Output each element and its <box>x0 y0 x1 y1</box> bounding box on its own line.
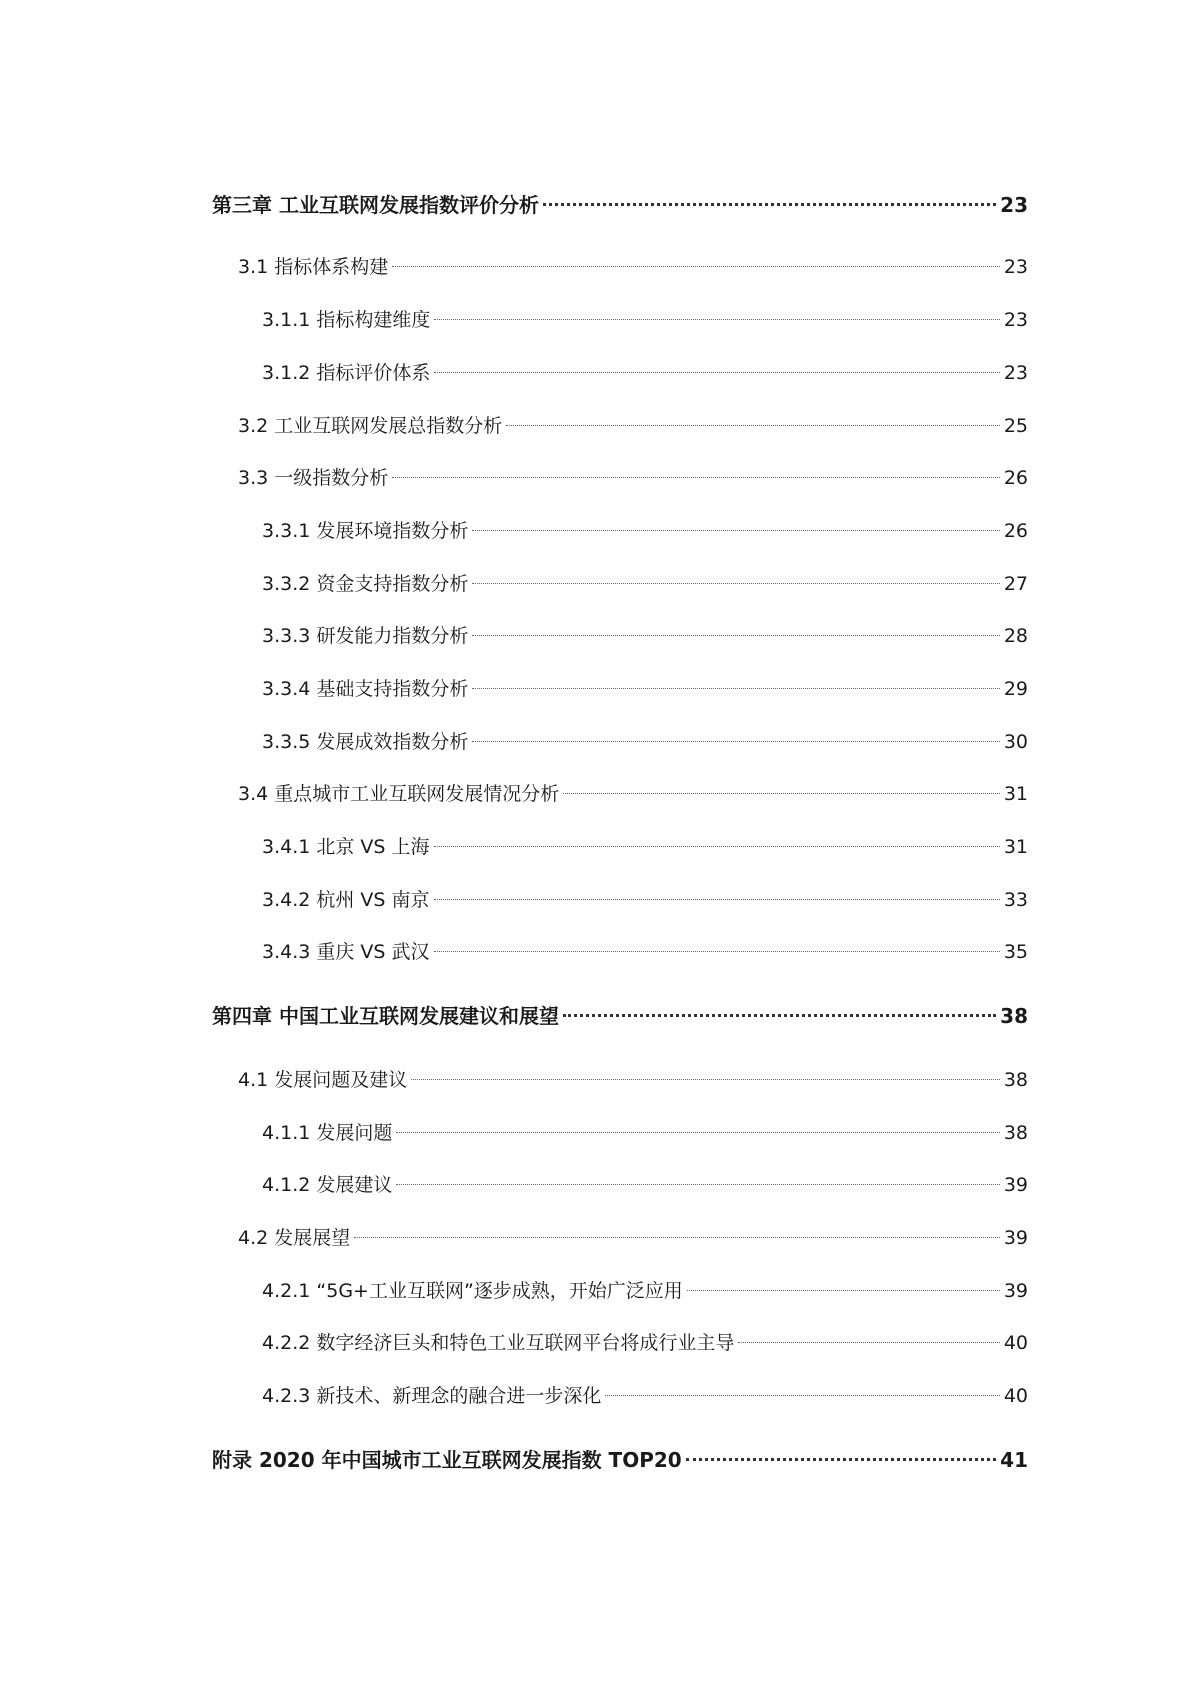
toc-entry-page: 39 <box>1003 1280 1028 1302</box>
toc-entry-page: 38 <box>1000 1004 1028 1028</box>
toc-entry-4-1-1[interactable] <box>262 1118 1028 1148</box>
toc-entry-title: 4.2.3 新技术、新理念的融合进一步深化 <box>262 1385 602 1407</box>
toc-entry-title: 4.2.1 “5G+工业互联网”逐步成熟，开始广泛应用 <box>262 1280 683 1302</box>
toc-entry-title: 3.4.2 杭州 VS 南京 <box>262 889 430 911</box>
toc-entry-page: 27 <box>1003 573 1028 595</box>
toc-entry-page: 23 <box>1003 309 1028 331</box>
toc-entry-page: 39 <box>1003 1174 1028 1196</box>
toc-entry-3-4-1[interactable] <box>262 832 1028 862</box>
toc-entry-3-4-2[interactable] <box>262 885 1028 915</box>
dot-leader <box>543 203 996 206</box>
toc-entry-title: 附录 2020 年中国城市工业互联网发展指数 TOP20 <box>212 1448 682 1472</box>
toc-entry-title: 3.1.2 指标评价体系 <box>262 362 431 384</box>
toc-entry-page: 40 <box>1003 1332 1028 1354</box>
toc-entry-title: 3.3.4 基础支持指数分析 <box>262 678 469 700</box>
toc-entry-3-3[interactable] <box>238 463 1028 493</box>
dot-leader <box>411 1079 1000 1080</box>
toc-entry-title: 4.1.2 发展建议 <box>262 1174 393 1196</box>
toc-entry-page: 38 <box>1003 1069 1028 1091</box>
toc-entry-title: 第四章 中国工业互联网发展建议和展望 <box>212 1004 559 1028</box>
toc-entry-page: 41 <box>1000 1448 1028 1472</box>
dot-leader <box>686 1458 996 1461</box>
toc-entry-4-2-2[interactable] <box>262 1328 1028 1358</box>
toc-entry-title: 3.3.5 发展成效指数分析 <box>262 731 469 753</box>
toc-entry-page: 31 <box>1003 783 1028 805</box>
toc-entry-title: 3.1 指标体系构建 <box>238 256 389 278</box>
toc-entry-chapter-3[interactable] <box>212 190 1028 220</box>
dot-leader <box>472 688 999 689</box>
toc-entry-title: 4.2.2 数字经济巨头和特色工业互联网平台将成行业主导 <box>262 1332 735 1354</box>
dot-leader <box>738 1342 999 1343</box>
toc-entry-title: 4.1 发展问题及建议 <box>238 1069 408 1091</box>
toc-entry-title: 3.3.3 研发能力指数分析 <box>262 625 469 647</box>
toc-entry-3-1-1[interactable] <box>262 305 1028 335</box>
dot-leader <box>392 266 1000 267</box>
dot-leader <box>605 1395 999 1396</box>
toc-entry-page: 26 <box>1003 467 1028 489</box>
dot-leader <box>687 1290 1000 1291</box>
toc-entry-4-2[interactable] <box>238 1223 1028 1253</box>
toc-entry-title: 第三章 工业互联网发展指数评价分析 <box>212 193 539 217</box>
toc-entry-page: 31 <box>1003 836 1028 858</box>
dot-leader <box>506 425 1000 426</box>
toc-entry-page: 23 <box>1003 256 1028 278</box>
toc-entry-title: 3.4.3 重庆 VS 武汉 <box>262 941 430 963</box>
dot-leader <box>392 477 1000 478</box>
dot-leader <box>396 1184 999 1185</box>
toc-entry-page: 28 <box>1003 625 1028 647</box>
toc-entry-3-4[interactable] <box>238 779 1028 809</box>
toc-entry-4-1[interactable] <box>238 1065 1028 1095</box>
toc-entry-title: 3.4 重点城市工业互联网发展情况分析 <box>238 783 560 805</box>
toc-entry-page: 39 <box>1003 1227 1028 1249</box>
toc-entry-title: 4.2 发展展望 <box>238 1227 351 1249</box>
toc-entry-3-3-1[interactable] <box>262 516 1028 546</box>
toc-entry-page: 38 <box>1003 1122 1028 1144</box>
toc-entry-page: 23 <box>1003 362 1028 384</box>
toc-entry-title: 3.4.1 北京 VS 上海 <box>262 836 430 858</box>
toc-entry-4-2-1[interactable] <box>262 1276 1028 1306</box>
toc-entry-title: 3.3.2 资金支持指数分析 <box>262 573 469 595</box>
dot-leader <box>472 583 999 584</box>
toc-entry-3-3-5[interactable] <box>262 727 1028 757</box>
dot-leader <box>434 846 1000 847</box>
toc-entry-appendix[interactable] <box>212 1445 1028 1475</box>
toc-entry-title: 3.3 一级指数分析 <box>238 467 389 489</box>
dot-leader <box>434 951 1000 952</box>
toc-entry-3-3-2[interactable] <box>262 569 1028 599</box>
dot-leader <box>434 372 999 373</box>
toc-entry-page: 26 <box>1003 520 1028 542</box>
dot-leader <box>563 1014 996 1017</box>
toc-entry-title: 3.3.1 发展环境指数分析 <box>262 520 469 542</box>
dot-leader <box>434 899 1000 900</box>
toc-entry-4-1-2[interactable] <box>262 1170 1028 1200</box>
toc-entry-page: 30 <box>1003 731 1028 753</box>
toc-entry-page: 35 <box>1003 941 1028 963</box>
toc-entry-3-4-3[interactable] <box>262 937 1028 967</box>
toc-entry-page: 23 <box>1000 193 1028 217</box>
toc-entry-4-2-3[interactable] <box>262 1381 1028 1411</box>
toc-entry-page: 29 <box>1003 678 1028 700</box>
toc-entry-3-3-3[interactable] <box>262 621 1028 651</box>
dot-leader <box>472 741 999 742</box>
toc-entry-title: 3.2 工业互联网发展总指数分析 <box>238 415 503 437</box>
dot-leader <box>434 319 999 320</box>
dot-leader <box>354 1237 1000 1238</box>
toc-entry-3-1-2[interactable] <box>262 358 1028 388</box>
toc-entry-title: 4.1.1 发展问题 <box>262 1122 393 1144</box>
toc-entry-title: 3.1.1 指标构建维度 <box>262 309 431 331</box>
dot-leader <box>472 530 999 531</box>
toc-entry-3-2[interactable] <box>238 411 1028 441</box>
toc-entry-page: 25 <box>1003 415 1028 437</box>
toc-entry-page: 40 <box>1003 1385 1028 1407</box>
toc-entry-page: 33 <box>1003 889 1028 911</box>
dot-leader <box>396 1132 999 1133</box>
toc-entry-3-3-4[interactable] <box>262 674 1028 704</box>
toc-entry-3-1[interactable] <box>238 252 1028 282</box>
toc-entry-chapter-4[interactable] <box>212 1001 1028 1031</box>
dot-leader <box>563 793 1000 794</box>
dot-leader <box>472 635 999 636</box>
